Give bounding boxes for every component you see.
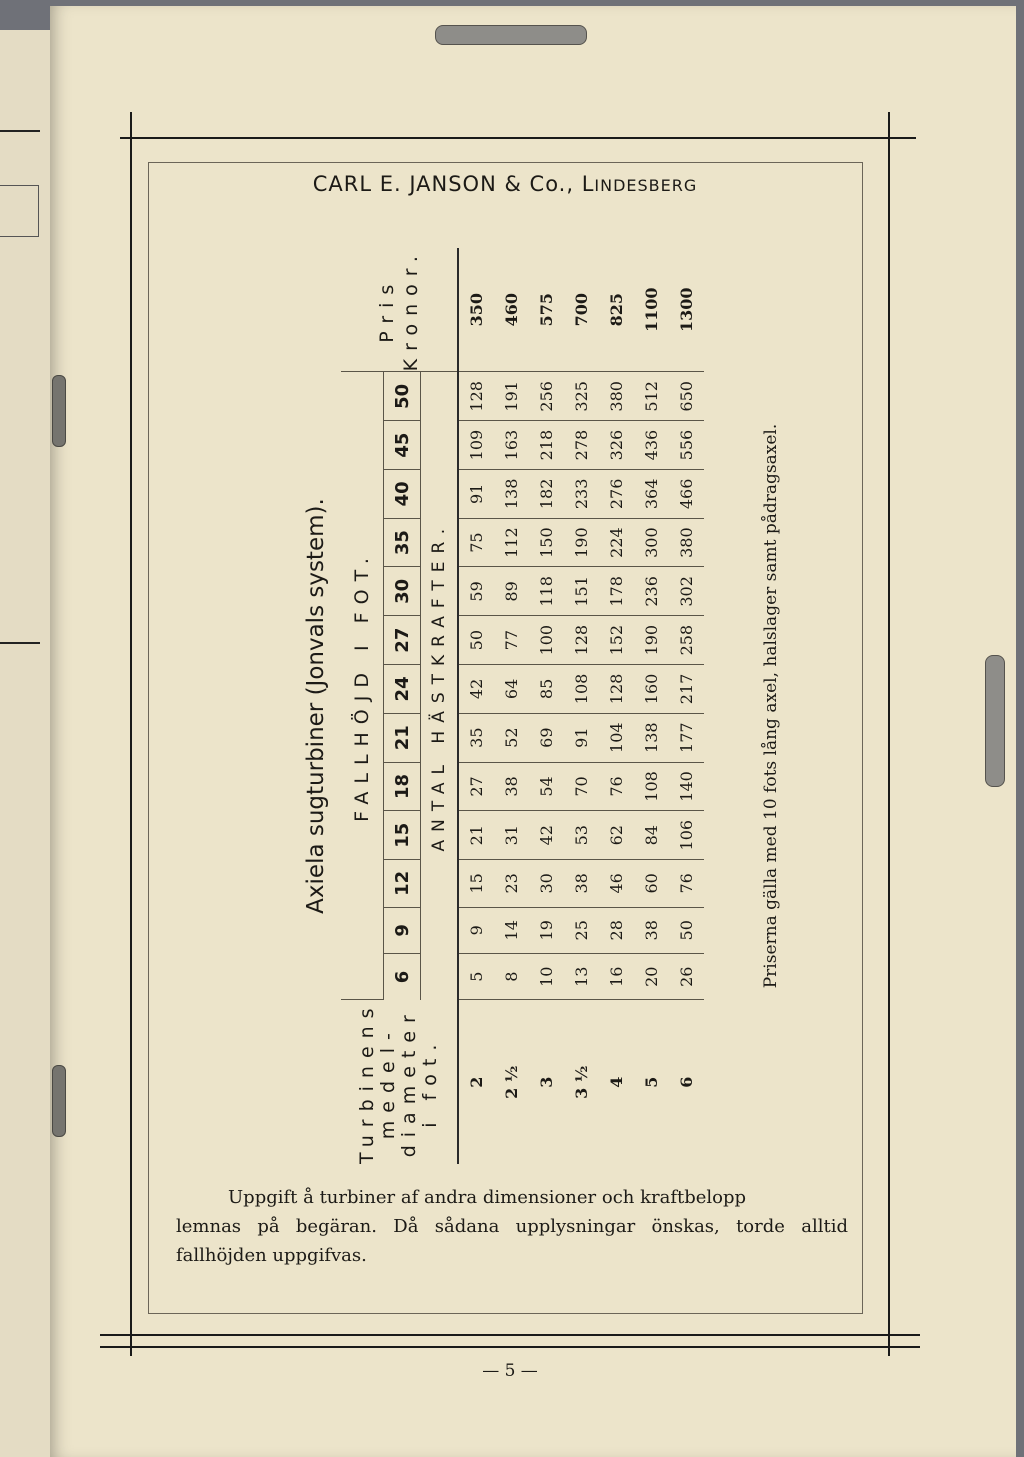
company-city-initial: L	[581, 172, 595, 196]
fall-height-cell: 50	[384, 372, 421, 421]
horsepower-cell: 106	[669, 811, 704, 860]
table-row	[458, 248, 494, 1164]
horsepower-cell: 150	[529, 518, 564, 567]
horsepower-cell: 26	[669, 954, 704, 1000]
horsepower-cell: 5	[458, 954, 494, 1000]
diameter-cell: 2 ½	[502, 1065, 521, 1099]
horsepower-cell: 556	[669, 421, 704, 470]
horsepower-cell: 300	[634, 518, 669, 567]
table-row	[529, 248, 564, 1164]
horsepower-cell: 236	[634, 567, 669, 616]
company-heading	[150, 172, 860, 196]
horsepower-cell: 380	[599, 372, 634, 421]
price-cell: 700	[564, 248, 599, 372]
diameter-cell: 3	[537, 1076, 556, 1088]
price-cell: 1100	[634, 248, 669, 372]
horsepower-cell: 258	[669, 616, 704, 665]
diameter-header-line: Turbinens	[356, 1000, 378, 1164]
table-title: Axiela sugturbiner (Jonvals system).	[303, 498, 329, 914]
horsepower-cell: 160	[634, 665, 669, 714]
horsepower-cell: 89	[494, 567, 529, 616]
horsepower-cell: 59	[458, 567, 494, 616]
horsepower-cell: 19	[529, 907, 564, 953]
horsepower-cell: 42	[529, 811, 564, 860]
horsepower-cell: 28	[599, 907, 634, 953]
horsepower-cell: 84	[634, 811, 669, 860]
horsepower-cell: 128	[458, 372, 494, 421]
fall-height-header: FALLHÖJD I FOT.	[341, 372, 384, 1000]
horsepower-cell: 326	[599, 421, 634, 470]
diameter-cell: 5	[642, 1076, 661, 1088]
left-page-rule	[0, 642, 40, 644]
info-paragraph	[176, 1183, 848, 1270]
horsepower-cell: 104	[599, 713, 634, 762]
left-page-rule	[0, 130, 40, 132]
horsepower-cell: 218	[529, 421, 564, 470]
horsepower-cell: 91	[564, 713, 599, 762]
fall-height-cell: 21	[384, 713, 421, 762]
fall-height-cell: 27	[384, 616, 421, 665]
horsepower-cell: 100	[529, 616, 564, 665]
horsepower-cell: 8	[494, 954, 529, 1000]
horsepower-cell: 15	[458, 860, 494, 908]
horsepower-cell: 53	[564, 811, 599, 860]
fall-height-cell: 45	[384, 421, 421, 470]
table-row	[634, 248, 669, 1164]
diameter-cell: 2	[458, 1000, 494, 1164]
price-cell: 825	[599, 248, 634, 372]
fall-height-cell: 24	[384, 665, 421, 714]
turbine-table-block	[291, 248, 781, 1164]
info-paragraph-line: lemnas på begäran. Då sådana upplysningar önskas, torde alltid	[176, 1216, 848, 1237]
table-row	[669, 248, 704, 1164]
left-page-box	[0, 185, 39, 237]
price-cell: 1300	[669, 248, 704, 372]
horsepower-cell: 190	[564, 518, 599, 567]
frame-bottom-rule-outer	[100, 1334, 920, 1336]
fall-height-cell: 18	[384, 762, 421, 811]
price-header-line: Pris	[376, 276, 398, 343]
fall-height-cell: 9	[384, 907, 421, 953]
table-row	[599, 248, 634, 1164]
staple-top	[52, 375, 66, 447]
page-number: — 5 —	[482, 1361, 538, 1381]
horsepower-cell: 38	[634, 907, 669, 953]
horsepower-cell: 70	[564, 762, 599, 811]
horsepower-cell: 182	[529, 469, 564, 518]
horsepower-cell: 10	[529, 954, 564, 1000]
horsepower-cell: 109	[458, 421, 494, 470]
company-city-rest: INDESBERG	[594, 176, 698, 195]
horsepower-cell: 50	[458, 616, 494, 665]
horsepower-cell: 151	[564, 567, 599, 616]
fall-height-cell: 12	[384, 860, 421, 908]
price-cell: 575	[529, 248, 564, 372]
diameter-cell: 3 ½	[572, 1065, 591, 1099]
fall-height-cell: 30	[384, 567, 421, 616]
frame-top-rule	[120, 137, 916, 139]
horsepower-cell: 20	[634, 954, 669, 1000]
frame-left-rule	[130, 112, 132, 1356]
horsepower-cell: 27	[458, 762, 494, 811]
horsepower-cell: 50	[669, 907, 704, 953]
horsepower-cell: 224	[599, 518, 634, 567]
horsepower-cell: 152	[599, 616, 634, 665]
horsepower-cell: 380	[669, 518, 704, 567]
horsepower-cell: 62	[599, 811, 634, 860]
horsepower-cell: 190	[634, 616, 669, 665]
horsepower-cell: 233	[564, 469, 599, 518]
binding-clip-right	[985, 655, 1005, 787]
fall-height-cell: 6	[384, 954, 421, 1000]
horsepower-cell: 31	[494, 811, 529, 860]
info-paragraph-line: fallhöjden uppgifvas.	[176, 1245, 367, 1266]
horsepower-cell: 35	[458, 713, 494, 762]
fall-height-cell: 35	[384, 518, 421, 567]
horsepower-cell: 128	[564, 616, 599, 665]
horsepower-cell: 177	[669, 713, 704, 762]
table-row	[564, 248, 599, 1164]
horsepower-cell: 38	[494, 762, 529, 811]
horsepower-cell: 76	[599, 762, 634, 811]
horsepower-cell: 85	[529, 665, 564, 714]
company-name: CARL E. JANSON &	[312, 172, 530, 196]
horsepower-cell: 64	[494, 665, 529, 714]
left-page-edge	[0, 30, 52, 1457]
price-cell: 460	[494, 248, 529, 372]
price-note: Priserna gälla med 10 fots lång axel, halslager samt pådragsaxel.	[761, 423, 781, 989]
horsepower-cell: 108	[564, 665, 599, 714]
horsepower-cell: 178	[599, 567, 634, 616]
frame-right-rule	[888, 112, 890, 1356]
price-header-line: Kronor.	[400, 248, 422, 372]
horsepower-cell: 91	[458, 469, 494, 518]
horsepower-cell: 30	[529, 860, 564, 908]
horsepower-header: ANTAL HÄSTKRAFTER.	[421, 372, 459, 1000]
horsepower-cell: 256	[529, 372, 564, 421]
horsepower-cell: 69	[529, 713, 564, 762]
horsepower-cell: 364	[634, 469, 669, 518]
table-row	[494, 248, 529, 1164]
horsepower-cell: 140	[669, 762, 704, 811]
binding-clip-top	[435, 25, 587, 45]
horsepower-cell: 42	[458, 665, 494, 714]
horsepower-cell: 191	[494, 372, 529, 421]
horsepower-cell: 436	[634, 421, 669, 470]
horsepower-cell: 278	[564, 421, 599, 470]
horsepower-cell: 163	[494, 421, 529, 470]
price-header	[341, 248, 458, 372]
horsepower-cell: 466	[669, 469, 704, 518]
diameter-cell: 4	[607, 1076, 626, 1088]
horsepower-cell: 14	[494, 907, 529, 953]
horsepower-cell: 23	[494, 860, 529, 908]
horsepower-cell: 650	[669, 372, 704, 421]
horsepower-cell: 16	[599, 954, 634, 1000]
company-co: Co.,	[529, 172, 582, 196]
price-cell: 350	[458, 248, 494, 372]
horsepower-cell: 21	[458, 811, 494, 860]
horsepower-cell: 112	[494, 518, 529, 567]
horsepower-cell: 108	[634, 762, 669, 811]
horsepower-cell: 54	[529, 762, 564, 811]
horsepower-cell: 128	[599, 665, 634, 714]
horsepower-cell: 217	[669, 665, 704, 714]
horsepower-cell: 76	[669, 860, 704, 908]
horsepower-cell: 138	[634, 713, 669, 762]
horsepower-cell: 9	[458, 907, 494, 953]
horsepower-cell: 13	[564, 954, 599, 1000]
horsepower-cell: 302	[669, 567, 704, 616]
horsepower-cell: 138	[494, 469, 529, 518]
staple-bottom	[52, 1065, 66, 1137]
horsepower-cell: 38	[564, 860, 599, 908]
diameter-header-line: medel-	[377, 1025, 399, 1140]
horsepower-cell: 52	[494, 713, 529, 762]
horsepower-cell: 46	[599, 860, 634, 908]
diameter-header	[341, 1000, 458, 1164]
fall-height-cell: 15	[384, 811, 421, 860]
horsepower-cell: 512	[634, 372, 669, 421]
horsepower-cell: 325	[564, 372, 599, 421]
horsepower-cell: 276	[599, 469, 634, 518]
diameter-header-line: i fot.	[419, 1036, 441, 1128]
frame-bottom-rule-inner	[100, 1346, 920, 1348]
horsepower-cell: 60	[634, 860, 669, 908]
info-paragraph-line: Uppgift å turbiner af andra dimensioner och kraftbelopp	[228, 1187, 747, 1208]
horsepower-cell: 77	[494, 616, 529, 665]
horsepower-cell: 25	[564, 907, 599, 953]
horsepower-cell: 118	[529, 567, 564, 616]
diameter-header-line: diameter	[398, 1007, 420, 1158]
horsepower-cell: 75	[458, 518, 494, 567]
diameter-cell: 6	[677, 1076, 696, 1088]
turbine-table	[341, 248, 704, 1164]
fall-height-cell: 40	[384, 469, 421, 518]
